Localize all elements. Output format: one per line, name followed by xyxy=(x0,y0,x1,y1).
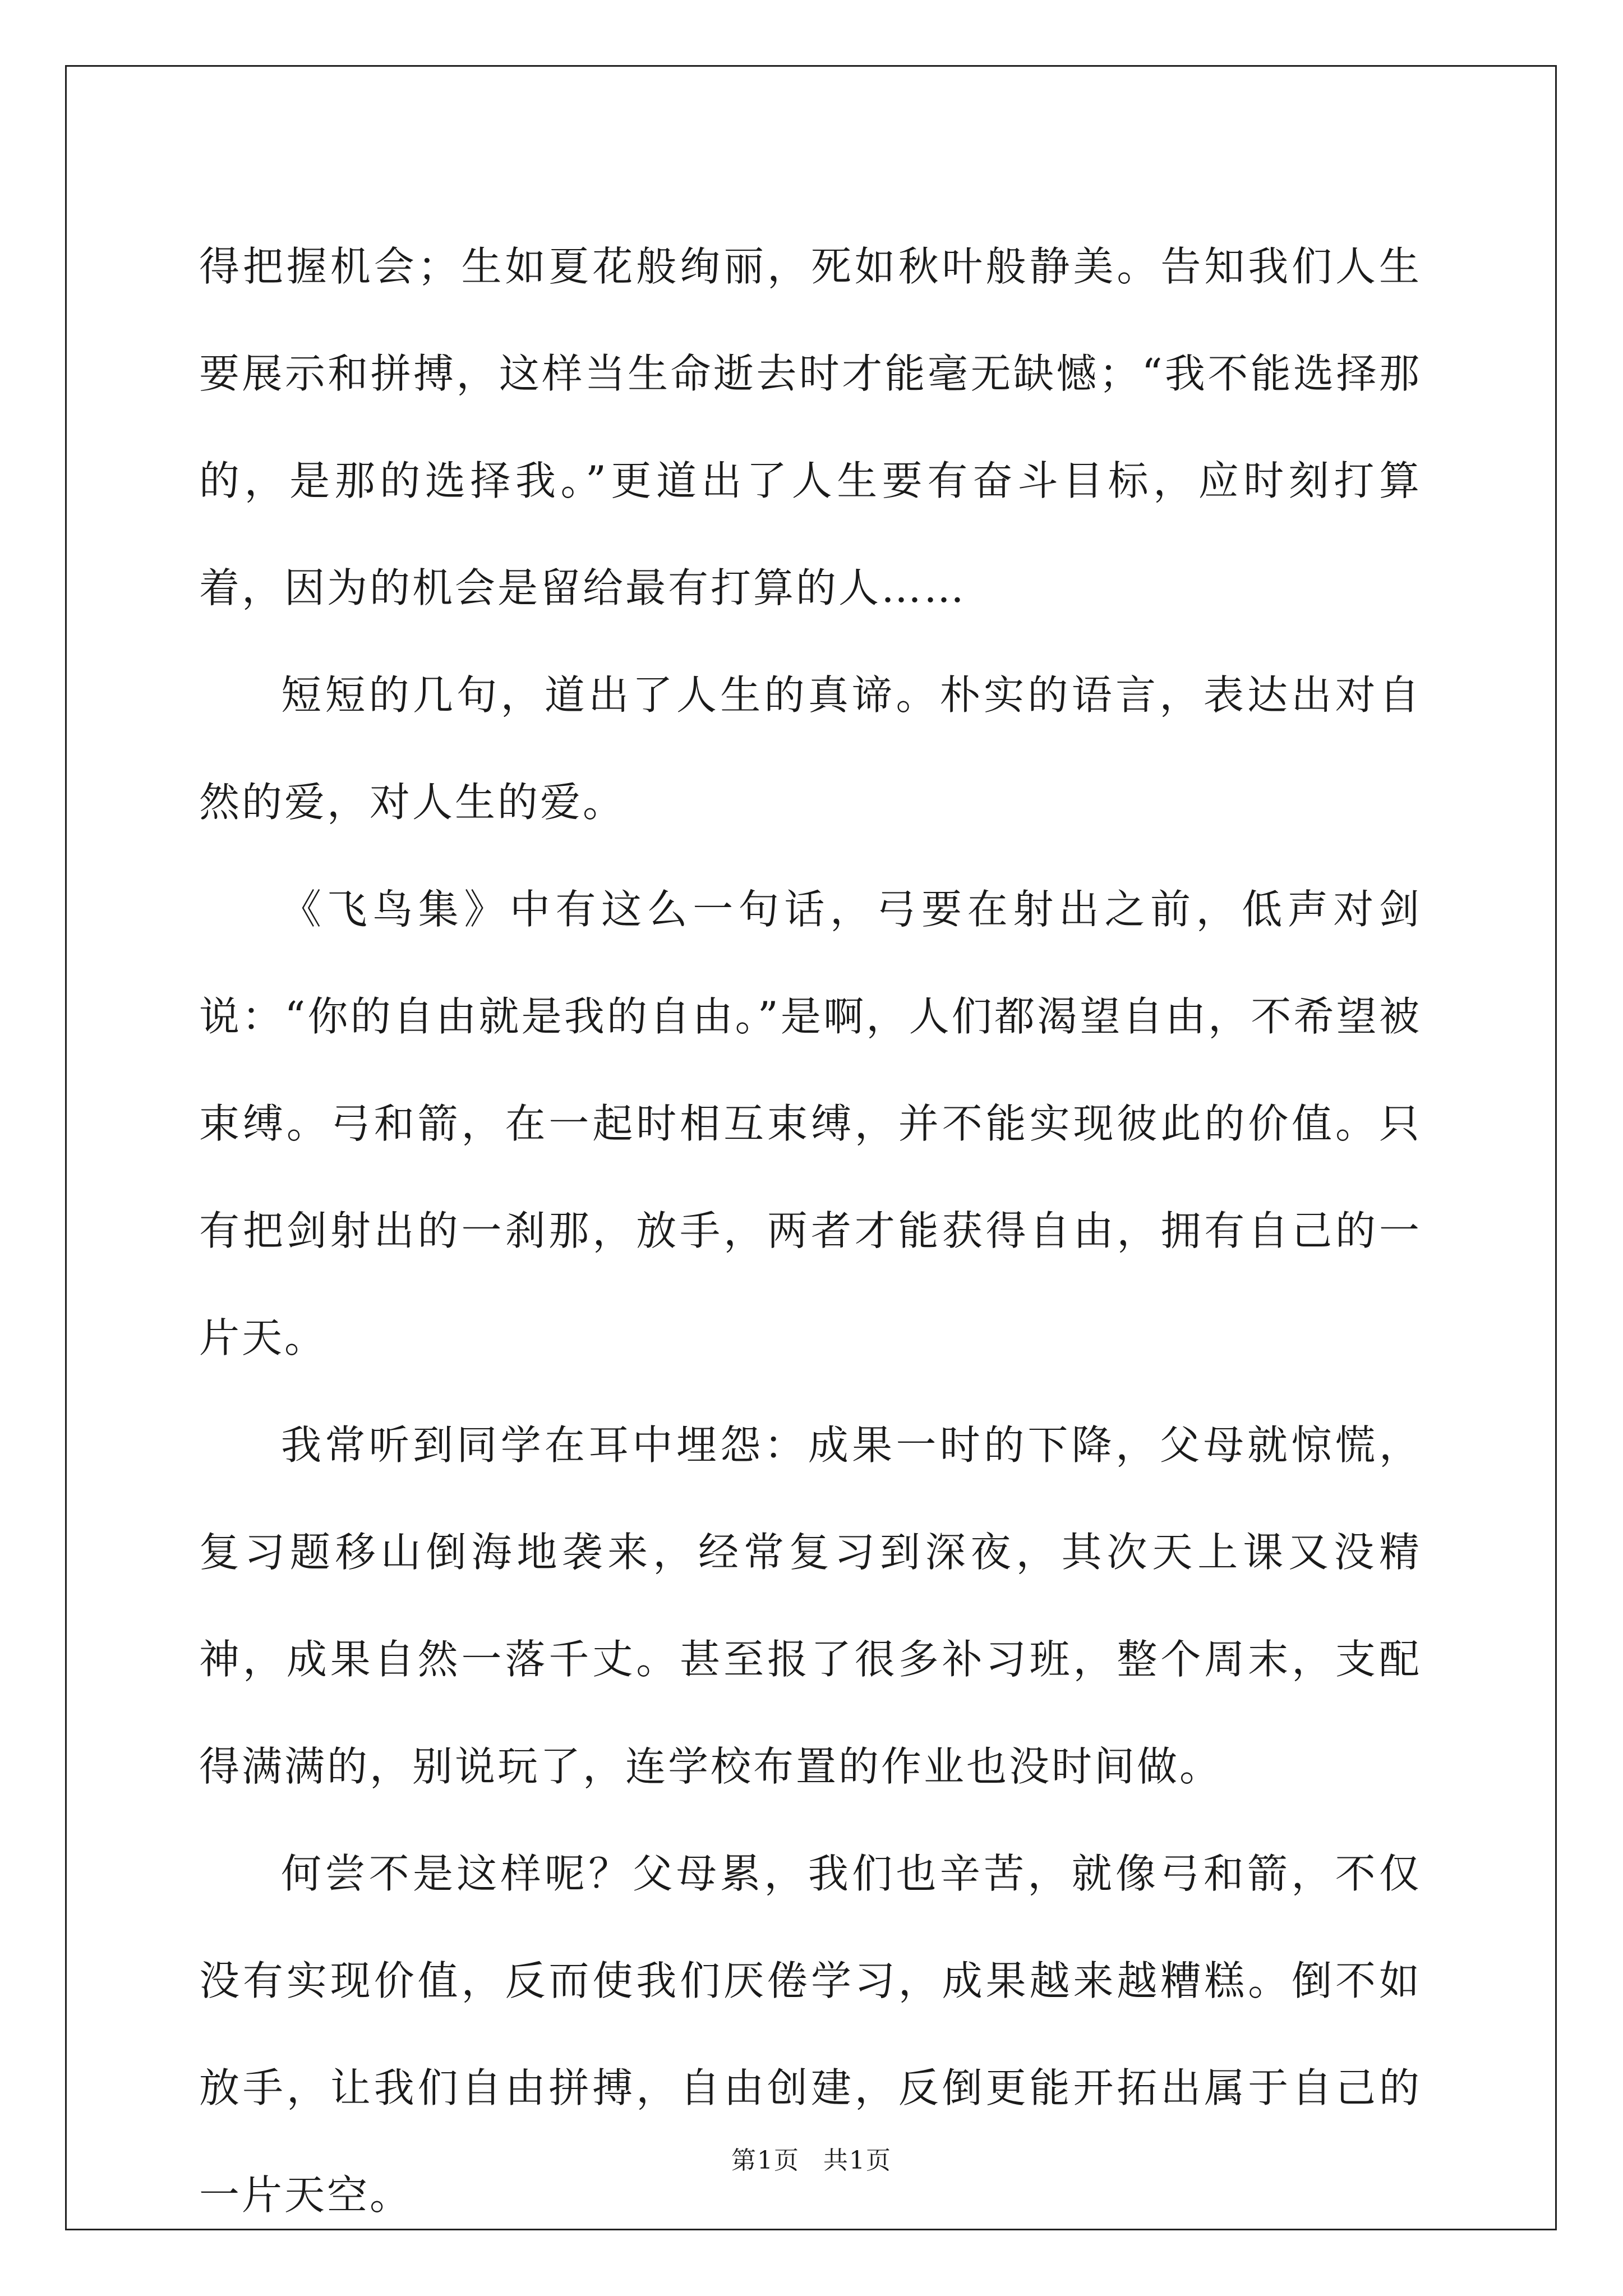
paragraph-1: 得把握机会；生如夏花般绚丽，死如秋叶般静美。告知我们人生要展示和拼搏，这样当生命逝去时才能毫无缺憾；“我不能选择那的，是那的选择我。”更道出了人生要有奋斗目标，应时刻打算着，因为的机会是留给最有打算的人…… xyxy=(199,243,1422,611)
paragraph-4: 我常听到同学在耳中埋怨：成果一时的下降，父母就惊慌，复习题移山倒海地袭来，经常复习到深夜，其次天上课又没精神，成果自然一落千丈。甚至报了很多补习班，整个周末，支配得满满的，别说玩了，连学校布置的作业也没时间做。 xyxy=(199,1421,1422,1790)
page-footer xyxy=(0,2140,1623,2176)
document-body xyxy=(199,213,1422,2249)
page-number: 第1页 xyxy=(731,2146,800,2175)
page-total: 共1页 xyxy=(823,2146,892,2175)
paragraph-5: 何尝不是这样呢？父母累，我们也辛苦，就像弓和箭，不仅没有实现价值，反而使我们厌倦学习，成果越来越糟糕。倒不如放手，让我们自由拼搏，自由创建，反倒更能开拓出属于自己的一片天空。 xyxy=(199,1850,1422,2219)
paragraph-3: 《飞鸟集》中有这么一句话，弓要在射出之前，低声对剑说：“你的自由就是我的自由。”是啊，人们都渴望自由，不希望被束缚。弓和箭，在一起时相互束缚，并不能实现彼此的价值。只有把剑射出的一刹那，放手，两者才能获得自由，拥有自己的一片天。 xyxy=(199,886,1422,1361)
paragraph-2: 短短的几句，道出了人生的真谛。朴实的语言，表达出对自然的爱，对人生的爱。 xyxy=(199,671,1422,826)
